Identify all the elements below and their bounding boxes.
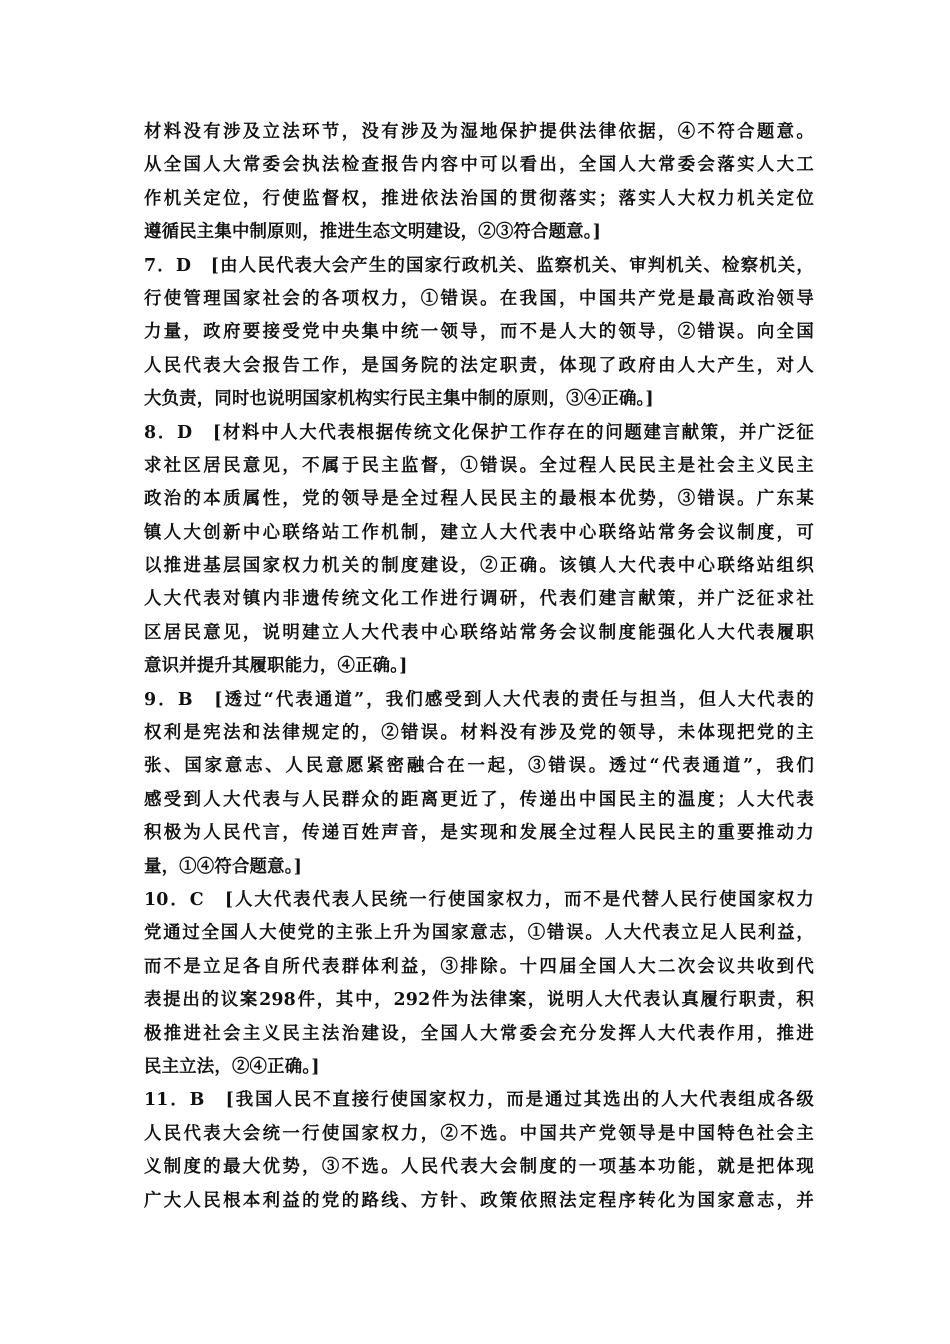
answer-8-line: 8．D [材料中人大代表根据传统文化保护工作存在的问题建言献策，并广泛征 [144, 422, 814, 443]
answer-7-line: 7．D [由人民代表大会产生的国家行政机关、监察机关、审判机关、检察机关， [144, 255, 814, 276]
text-line: 作机关定位，行使监督权，推进依法治国的贯彻落实；落实人大权力机关定位 [144, 188, 814, 209]
text-line: 极推进社会主义民主法治建设，全国人大常委会充分发挥人大代表作用，推进 [144, 1023, 814, 1044]
text-line: 权利是宪法和法律规定的，②错误。材料没有涉及党的领导，未体现把党的主 [144, 723, 814, 744]
text-line: 从全国人大常委会执法检查报告内容中可以看出，全国人大常委会落实人大工 [144, 155, 814, 176]
text-line: 感受到人大代表与人民群众的距离更近了，传递出中国民主的温度；人大代表 [144, 789, 814, 810]
text-line: 而不是立足各自所代表群体利益，③排除。十四届全国人大二次会议共收到代 [144, 956, 814, 977]
text-line: 镇人大创新中心联络站工作机制，建立人大代表中心联络站常务会议制度，可 [144, 522, 814, 543]
text-line: 行使管理国家社会的各项权力，①错误。在我国，中国共产党是最高政治领导 [144, 288, 814, 309]
text-line: 人大代表对镇内非遗传统文化工作进行调研，代表们建言献策，并广泛征求社 [144, 589, 814, 610]
text-line: 区居民意见，说明建立人大代表中心联络站常务会议制度能强化人大代表履职 [144, 622, 814, 643]
text-line: 积极为人民代言，传递百姓声音，是实现和发展全过程人民民主的重要推动力 [144, 823, 814, 844]
text-line: 张、国家意志、人民意愿紧密融合在一起，③错误。透过“代表通道”，我们 [144, 756, 814, 777]
text-line: 遵循民主集中制原则，推进生态文明建设，②③符合题意。] [144, 222, 602, 243]
text-line: 党通过全国人大使党的主张上升为国家意志，①错误。人大代表立足人民利益， [144, 923, 814, 944]
text-line: 材料没有涉及立法环节，没有涉及为湿地保护提供法律依据，④不符合题意。 [144, 122, 814, 142]
text-line: 意识并提升其履职能力，④正确。] [144, 656, 408, 677]
answer-10-line: 10．C [人大代表代表人民统一行使国家权力，而不是代替人民行使国家权力 [144, 889, 814, 910]
text-line: 人民代表大会统一行使国家权力，②不选。中国共产党领导是中国特色社会主 [144, 1123, 814, 1144]
text-line: 求社区居民意见，不属于民主监督，①错误。全过程人民民主是社会主义民主 [144, 455, 814, 476]
text-line: 以推进基层国家权力机关的制度建设，②正确。该镇人大代表中心联络站组织 [144, 556, 814, 577]
text-line: 力量，政府要接受党中央集中统一领导，而不是人大的领导，②错误。向全国 [144, 322, 814, 343]
answer-9-line: 9．B [透过“代表通道”，我们感受到人大代表的责任与担当，但人大代表的 [144, 689, 814, 710]
text-line: 表提出的议案298件，其中，292件为法律案，说明人大代表认真履行职责，积 [144, 990, 814, 1011]
text-line: 大负责，同时也说明国家机构实行民主集中制的原则，③④正确。] [144, 389, 654, 410]
text-line: 量，①④符合题意。] [144, 856, 303, 877]
document-body [144, 116, 814, 1218]
text-line: 义制度的最大优势，③不选。人民代表大会制度的一项基本功能，就是把体现 [144, 1157, 814, 1178]
text-line: 广大人民根本利益的党的路线、方针、政策依照法定程序转化为国家意志，并 [144, 1190, 814, 1211]
text-line: 人民代表大会报告工作，是国务院的法定职责，体现了政府由人大产生，对人 [144, 355, 814, 376]
answer-11-line: 11．B [我国人民不直接行使国家权力，而是通过其选出的人大代表组成各级 [144, 1090, 814, 1111]
text-line: 政治的本质属性，党的领导是全过程人民民主的最根本优势，③错误。广东某 [144, 489, 814, 510]
text-line: 民主立法，②④正确。] [144, 1056, 320, 1077]
